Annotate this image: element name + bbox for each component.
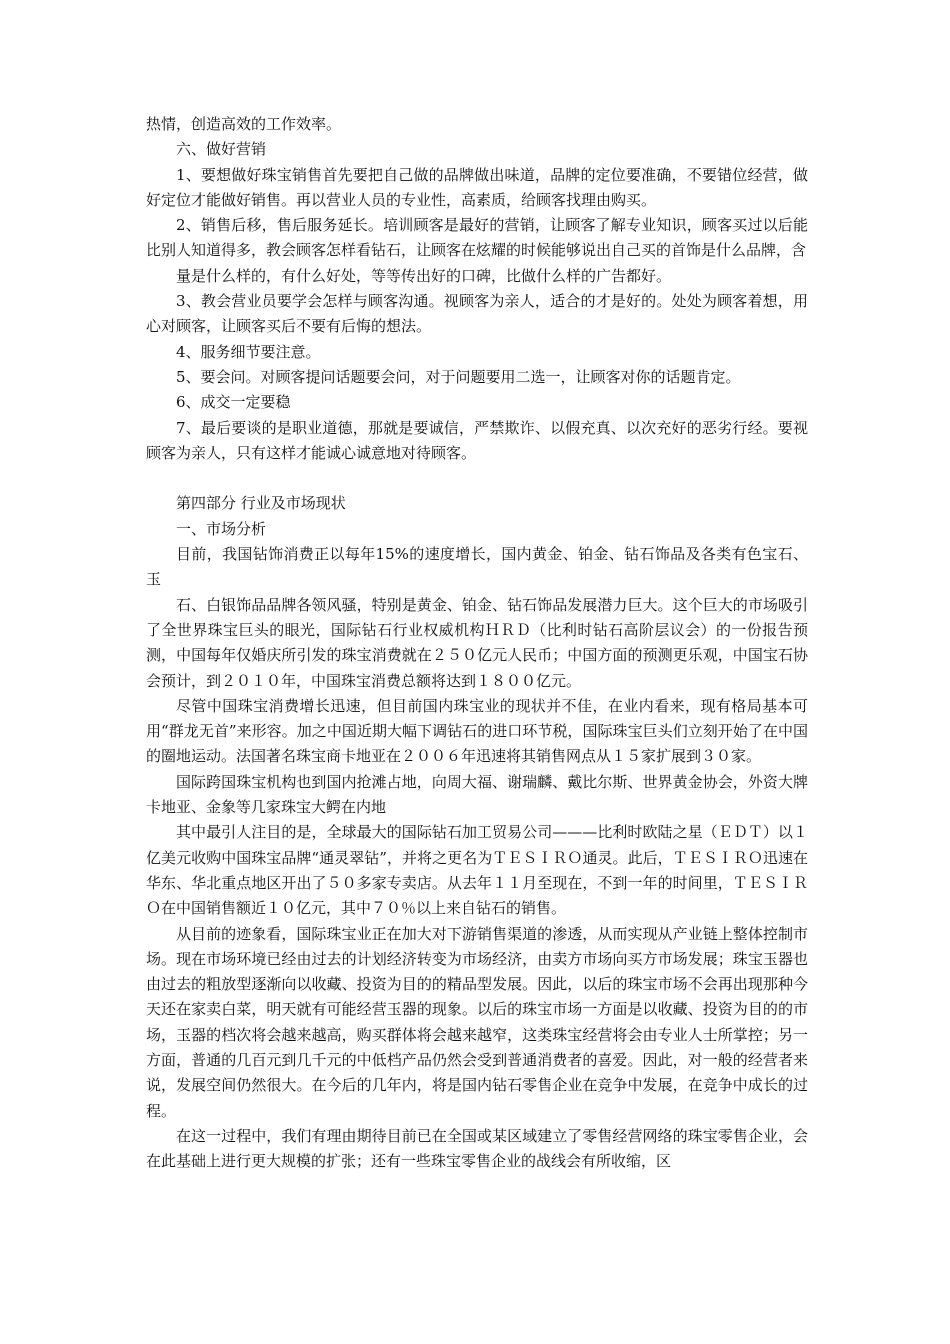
paragraph-marketing-2-cont: 量是什么样的，有什么好处，等等传出好的口碑，比做什么样的广告都好。 — [176, 266, 672, 285]
paragraph-market-5: 其中最引人注目的是，全球最大的国际钻石加工贸易公司———比利时欧陆之星（ＥＤＴ）以１亿美元收购中国珠宝品牌“通灵翠钻”，并将之更名为ＴＥＳＩＲＯ通灵。此后，ＴＥＳＩＲＯ迅速在华东、华北重点地区开出了５０多家专卖店。从去年１１月至现在，不到一年的时间里，ＴＥＳＩＲＯ在中国销售额近１０亿元，其中７０％以上来自钻石的销售。 — [146, 823, 808, 918]
paragraph-market-6: 从目前的迹象看，国际珠宝业正在加大对下游销售渠道的渗透，从而实现从产业链上整体控制市场。现在市场环境已经由过去的计划经济转变为市场经济，由卖方市场向买方市场发展；珠宝玉器也由过去的粗放型逐渐向以收藏、投资为目的的精品型发展。因此，以后的珠宝市场不会再出现那种今天还在家卖白菜，明天就有可能经营玉器的现象。以后的珠宝市场一方面是以收藏、投资为目的的市场，玉器的档次将会越来越高，购买群体将会越来越窄，这类珠宝经营将会由专业人士所掌控；另一方面，普通的几百元到几千元的中低档产品仍然会受到普通消费者的喜爱。因此，对一般的经营者来说，发展空间仍然很大。在今后的几年内，将是国内钻石零售企业在竞争中发展，在竞争中成长的过程。 — [146, 924, 808, 1120]
paragraph-marketing-4: 4、服务细节要注意。 — [176, 342, 321, 361]
paragraph-market-7: 在这一过程中，我们有理由期待目前已在全国或某区域建立了零售经营网络的珠宝零售企业，会在此基础上进行更大规模的扩张；还有一些珠宝零售企业的战线会有所收缩，区 — [146, 1126, 808, 1171]
paragraph-market-1: 目前，我国钻饰消费正以每年15%的速度增长，国内黄金、铂金、钻石饰品及各类有色宝石、玉 — [146, 545, 808, 589]
document-page — [146, 112, 808, 1174]
paragraph-market-2: 石、白银饰品品牌各领风骚，特别是黄金、铂金、钻石饰品发展潜力巨大。这个巨大的市场吸引了全世界珠宝巨头的眼光，国际钻石行业权威机构ＨＲＤ（比利时钻石高阶层议会）的一份报告预测，中国每年仅婚庆所引发的珠宝消费就在２５０亿元人民币；中国方面的预测更乐观，中国宝石协会预计，到２０１０年，中国珠宝消费总额将达到１８００亿元。 — [146, 595, 808, 690]
paragraph-continuation: 热情，创造高效的工作效率。 — [146, 115, 342, 133]
paragraph-market-3: 尽管中国珠宝消费增长迅速，但目前国内珠宝业的现状并不佳，在业内看来，现有格局基本可用“群龙无首”来形容。加之中国近期大幅下调钻石的进口环节税，国际珠宝巨头们立刻开始了在中国的圈地运动。法国著名珠宝商卡地亚在２００６年迅速将其销售网点从１５家扩展到３０家。 — [146, 696, 808, 766]
section-title-part-four: 第四部分 行业及市场现状 — [176, 494, 346, 513]
paragraph-marketing-5: 5、要会问。对顾客提问话题要会问，对于问题要用二选一，让顾客对你的话题肯定。 — [176, 367, 741, 386]
paragraph-marketing-1: 1、要想做好珠宝销售首先要把自己做的品牌做出味道，品牌的定位要准确，不要错位经营，做好定位才能做好销售。再以营业人员的专业性，高素质，给顾客找理由购买。 — [146, 165, 808, 209]
paragraph-marketing-6: 6、成交一定要稳 — [176, 393, 291, 412]
paragraph-marketing-7: 7、最后要谈的是职业道德，那就是要诚信，严禁欺诈、以假充真、以次充好的恶劣行经。要视顾客为亲人，只有这样才能诚心诚意地对待顾客。 — [146, 418, 808, 462]
blank-line — [146, 466, 808, 491]
paragraph-marketing-2: 2、销售后移，售后服务延长。培训顾客是最好的营销，让顾客了解专业知识，顾客买过以后能比别人知道得多，教会顾客怎样看钻石，让顾客在炫耀的时候能够说出自己买的首饰是什么品牌，含 — [146, 216, 808, 260]
heading-market-analysis: 一、市场分析 — [176, 519, 267, 538]
paragraph-marketing-3: 3、教会营业员要学会怎样与顾客沟通。视顾客为亲人，适合的才是好的。处处为顾客着想，用心对顾客，让顾客买后不要有后悔的想法。 — [146, 292, 808, 336]
heading-marketing: 六、做好营销 — [176, 140, 267, 159]
paragraph-market-4: 国际跨国珠宝机构也到国内抢滩占地，向周大福、谢瑞麟、戴比尔斯、世界黄金协会，外资大牌卡地亚、金象等几家珠宝大鳄在内地 — [146, 772, 808, 817]
